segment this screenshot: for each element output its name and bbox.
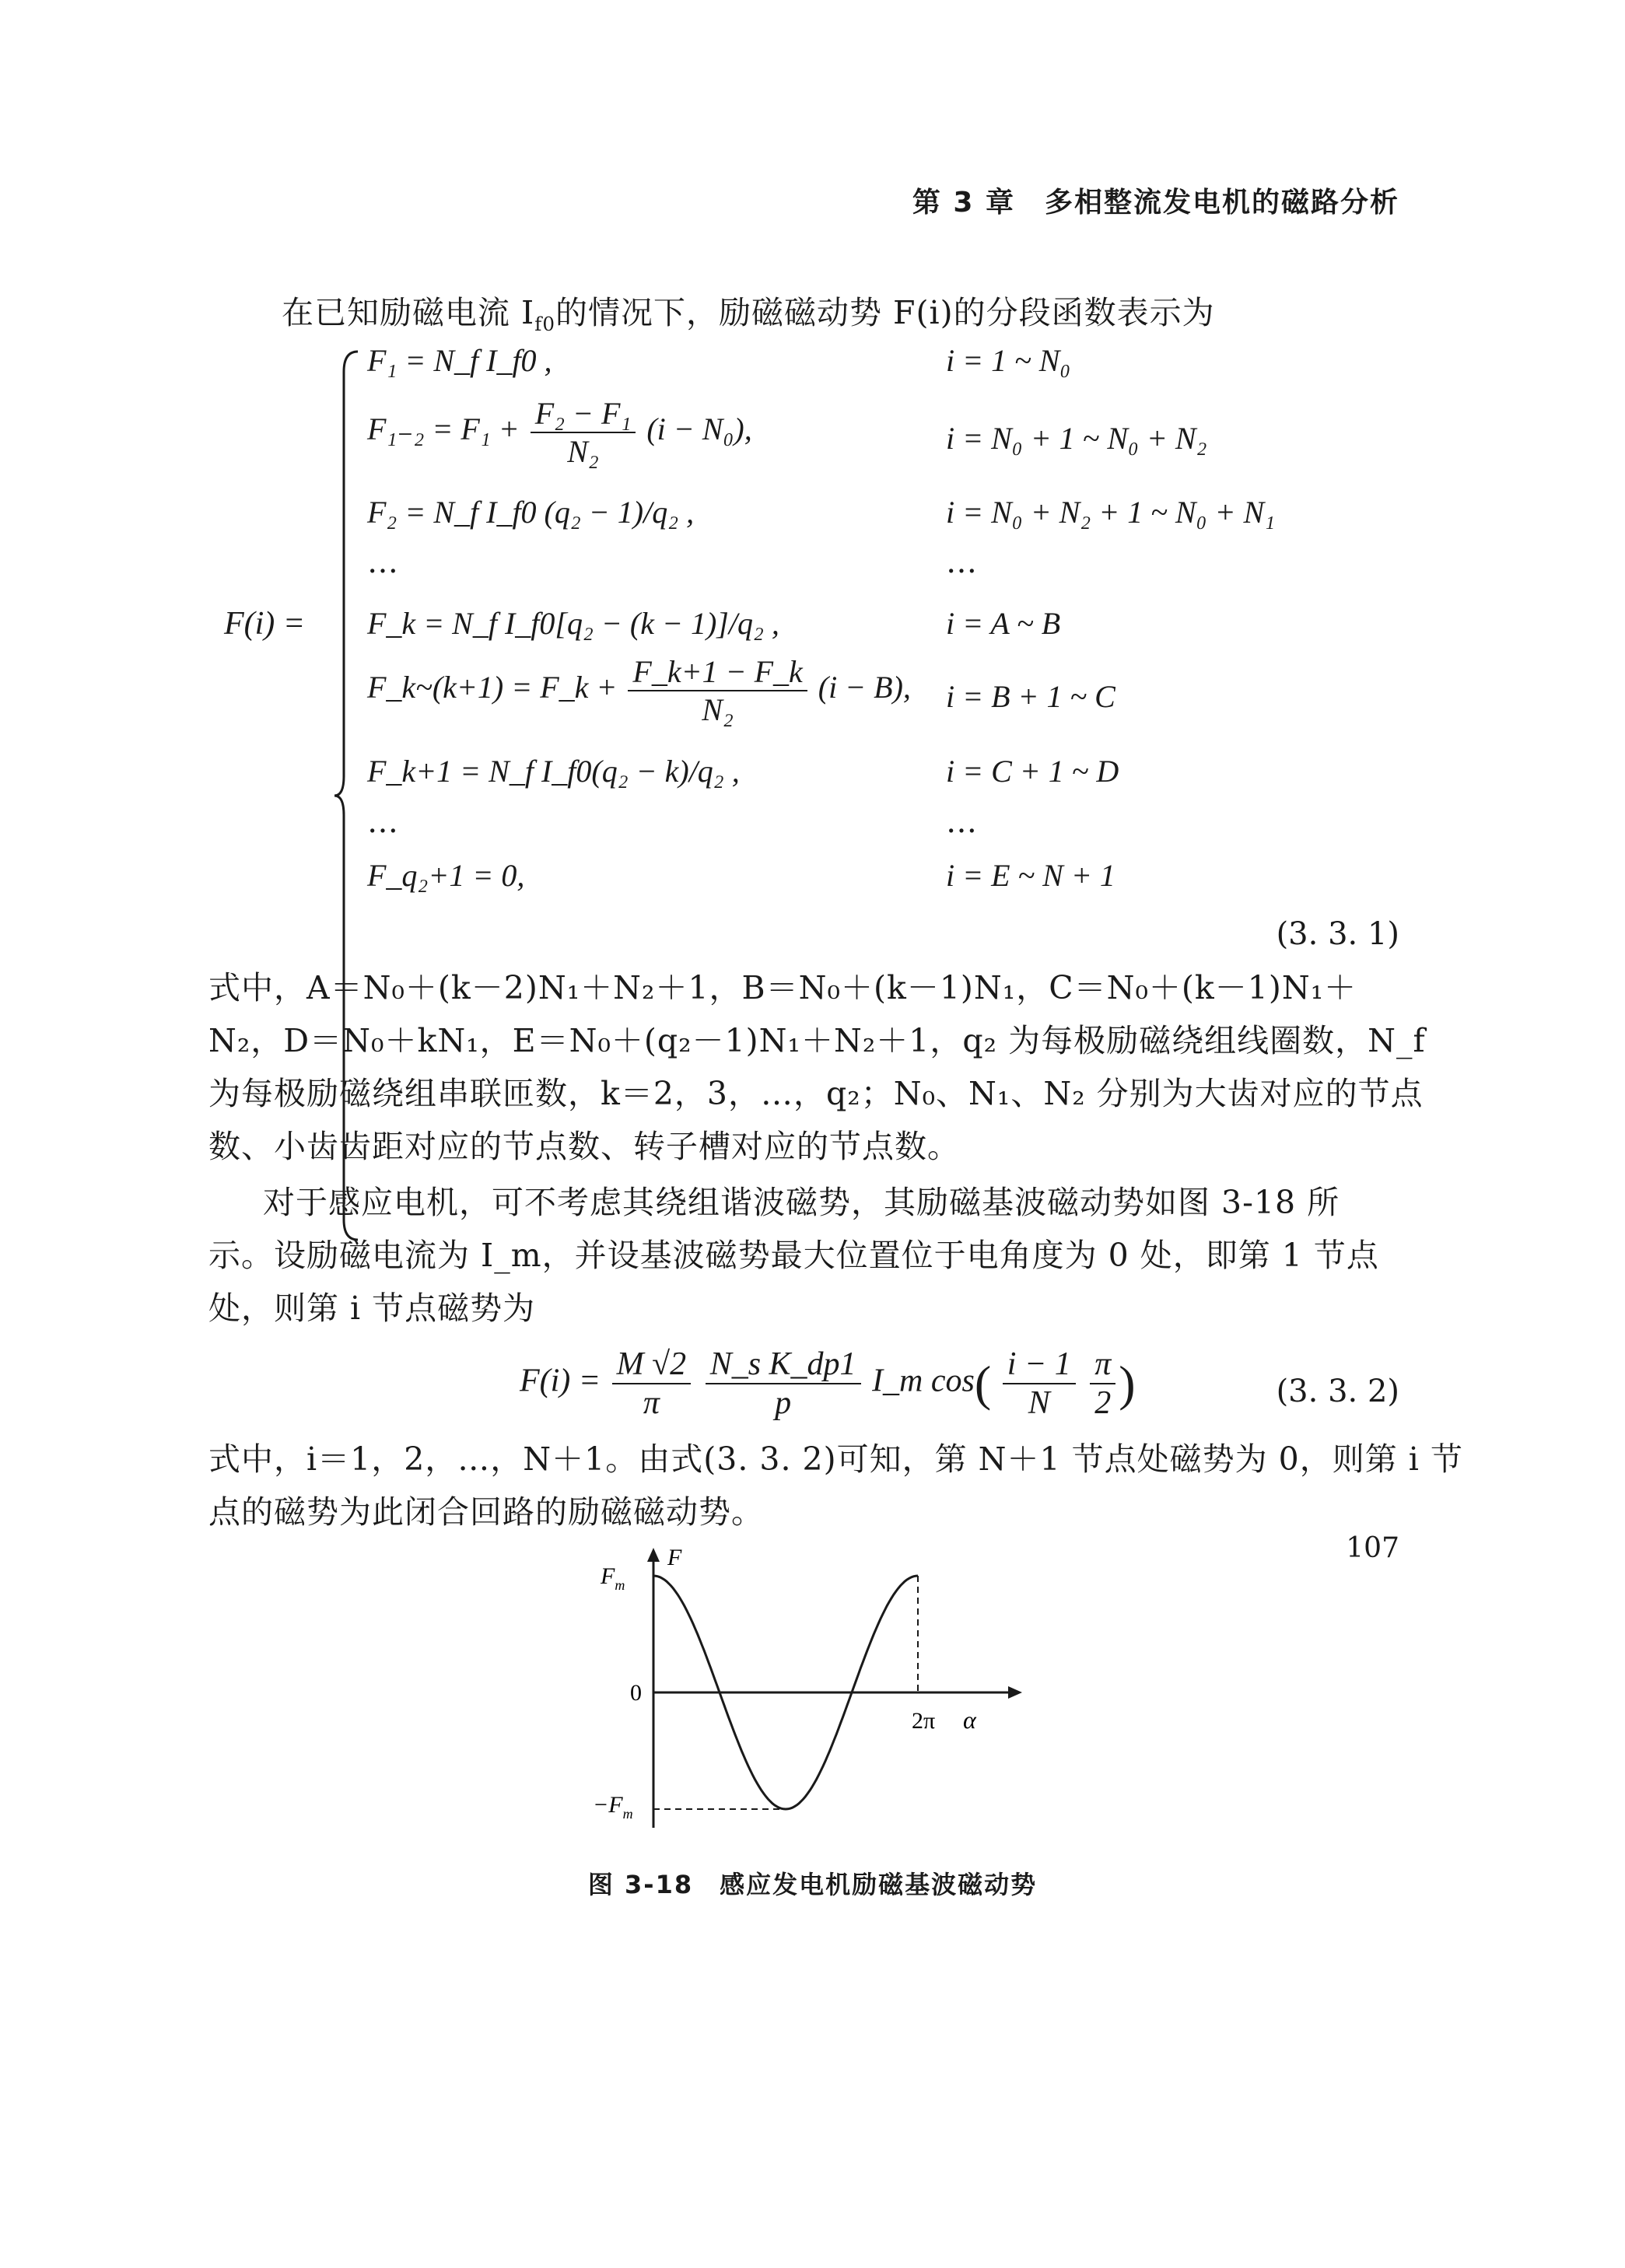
intro-sub: f0: [534, 313, 555, 336]
piece-cond-3: i = N₀ + N₂ + 1 ~ N₀ + N₁: [946, 495, 1276, 530]
eq-number-3-3-1: (3. 3. 1): [1276, 916, 1399, 952]
piece-cond-8: …: [946, 804, 977, 840]
neg-fm-label-text: −F: [593, 1792, 623, 1818]
piece-row-8: …: [367, 804, 398, 840]
x-axis-arrow: [1008, 1686, 1022, 1699]
x-axis-label: α: [963, 1706, 976, 1734]
frac-num: F_k+1 − F_k: [628, 653, 807, 691]
running-header: 第 3 章 多相整流发电机的磁路分析: [912, 187, 1399, 219]
piece-cond-9: i = E ~ N + 1: [946, 858, 1115, 893]
frac-den: N₂: [567, 434, 599, 469]
y-axis-label: F: [667, 1548, 682, 1570]
eq2-frac3: [1003, 1346, 1076, 1422]
fm-label-text: F: [601, 1563, 615, 1589]
figure-caption: 图 3-18 感应发电机励磁基波磁动势: [587, 1870, 1038, 1899]
piece-row-9: F_q₂+1 = 0,: [367, 858, 525, 893]
frac-den: N: [1028, 1385, 1050, 1421]
frac-num: i − 1: [1003, 1346, 1076, 1384]
para1-line1: 式中，A＝N₀＋(k－2)N₁＋N₂＋1，B＝N₀＋(k－1)N₁，C＝N₀＋(k－1)N₁＋: [208, 969, 1357, 1006]
eq2-frac4: [1090, 1346, 1115, 1422]
neg-fm-label-sub: m: [622, 1806, 633, 1822]
equation-3-3-2: F(i) = $\frac{M √2}{\pi}$ $\frac{\text{N\_s K\_dp1}}{p}$ I_m cos( $\frac{i - 1}{N}$ $\frac{\pi}{2}$ ): [520, 1346, 1136, 1421]
frac-den: p: [775, 1385, 792, 1421]
piece-cond-5: i = A ~ B: [946, 606, 1061, 641]
cosine-mmf-figure: [591, 1548, 1027, 1836]
fm-label-sub: m: [615, 1577, 625, 1593]
zero-label: 0: [630, 1680, 642, 1706]
eq2-lhs: F(i) =: [520, 1363, 601, 1399]
para1-line4: 数、小齿齿距对应的节点数、转子槽对应的节点数。: [208, 1128, 960, 1165]
frac-num: F₂ − F₁: [531, 395, 636, 433]
para1-line2: N₂，D＝N₀＋kN₁，E＝N₀＋(q₂－1)N₁＋N₂＋1，q₂ 为每极励磁绕组线圈数，N_f: [208, 1022, 1426, 1059]
para3-line1: 式中，i＝1，2，…，N＋1。由式(3. 3. 2)可知，第 N＋1 节点处磁势为 0，则第 i 节: [208, 1440, 1463, 1478]
para2-line1: 对于感应电机，可不考虑其绕组谐波磁势，其励磁基波磁动势如图 3-18 所: [263, 1184, 1340, 1221]
piece-cond-7: i = C + 1 ~ D: [946, 754, 1119, 789]
piece-row-2: [367, 395, 752, 470]
page-number: 107: [1346, 1532, 1399, 1564]
piecewise-lhs: F(i) =: [224, 606, 306, 642]
frac-den: N₂: [702, 692, 734, 727]
eq2-frac2: [706, 1346, 861, 1422]
frac-den: 2: [1094, 1385, 1112, 1421]
piece-cond-2: i = N₀ + 1 ~ N₀ + N₂: [946, 421, 1207, 456]
two-pi-tick-label: 2π: [912, 1708, 936, 1734]
para3-line2: 点的磁势为此闭合回路的励磁磁动势。: [208, 1493, 764, 1531]
frac-num: N_s K_dp1: [706, 1346, 861, 1384]
y-axis-arrow: [647, 1548, 660, 1562]
piece-row-2-post: (i − N₀),: [646, 411, 752, 447]
frac-den: π: [643, 1385, 660, 1421]
intro-text: 在已知励磁电流 I: [282, 294, 535, 331]
piece-row-4: …: [367, 544, 398, 580]
intro-tail: 的情况下，励磁磁动势 F(i)的分段函数表示为: [555, 294, 1215, 331]
piece-row-6-pre: F_k~(k+1) = F_k +: [367, 670, 618, 705]
neg-fm-label: [593, 1792, 633, 1822]
frac-num: π: [1090, 1346, 1115, 1384]
fm-label: [600, 1563, 625, 1593]
piece-row-6-frac: [628, 653, 807, 728]
piece-cond-1: i = 1 ~ N₀: [946, 343, 1071, 378]
piece-row-7: F_k+1 = N_f I_f0(q₂ − k)/q₂ ,: [367, 754, 740, 789]
piece-row-1: F₁ = N_f I_f0 ,: [367, 343, 552, 378]
piece-row-6-post: (i − B),: [818, 670, 911, 705]
frac-num: M √2: [612, 1346, 692, 1384]
eq2-frac1: [612, 1346, 692, 1422]
para2-line2: 示。设励磁电流为 I_m，并设基波磁势最大位置位于电角度为 0 处，即第 1 节点: [208, 1237, 1379, 1274]
para1-line3: 为每极励磁绕组串联匝数，k＝2，3，…，q₂；N₀、N₁、N₂ 分别为大齿对应的节点: [208, 1075, 1424, 1112]
eq2-mid: I_m cos: [872, 1363, 975, 1399]
piece-row-5: F_k = N_f I_f0[q₂ − (k − 1)]/q₂ ,: [367, 606, 779, 641]
intro-line: [282, 289, 1215, 348]
piece-row-2-frac: [531, 395, 636, 470]
eq-number-3-3-2: (3. 3. 2): [1276, 1374, 1399, 1409]
piece-row-3: F₂ = N_f I_f0 (q₂ − 1)/q₂ ,: [367, 495, 695, 530]
piece-row-2-pre: F₁₋₂ = F₁ +: [367, 411, 520, 447]
piece-cond-4: …: [946, 544, 977, 580]
piece-cond-6: i = B + 1 ~ C: [946, 679, 1115, 714]
piece-row-6: [367, 653, 911, 728]
para2-line3: 处，则第 i 节点磁势为: [208, 1290, 536, 1327]
